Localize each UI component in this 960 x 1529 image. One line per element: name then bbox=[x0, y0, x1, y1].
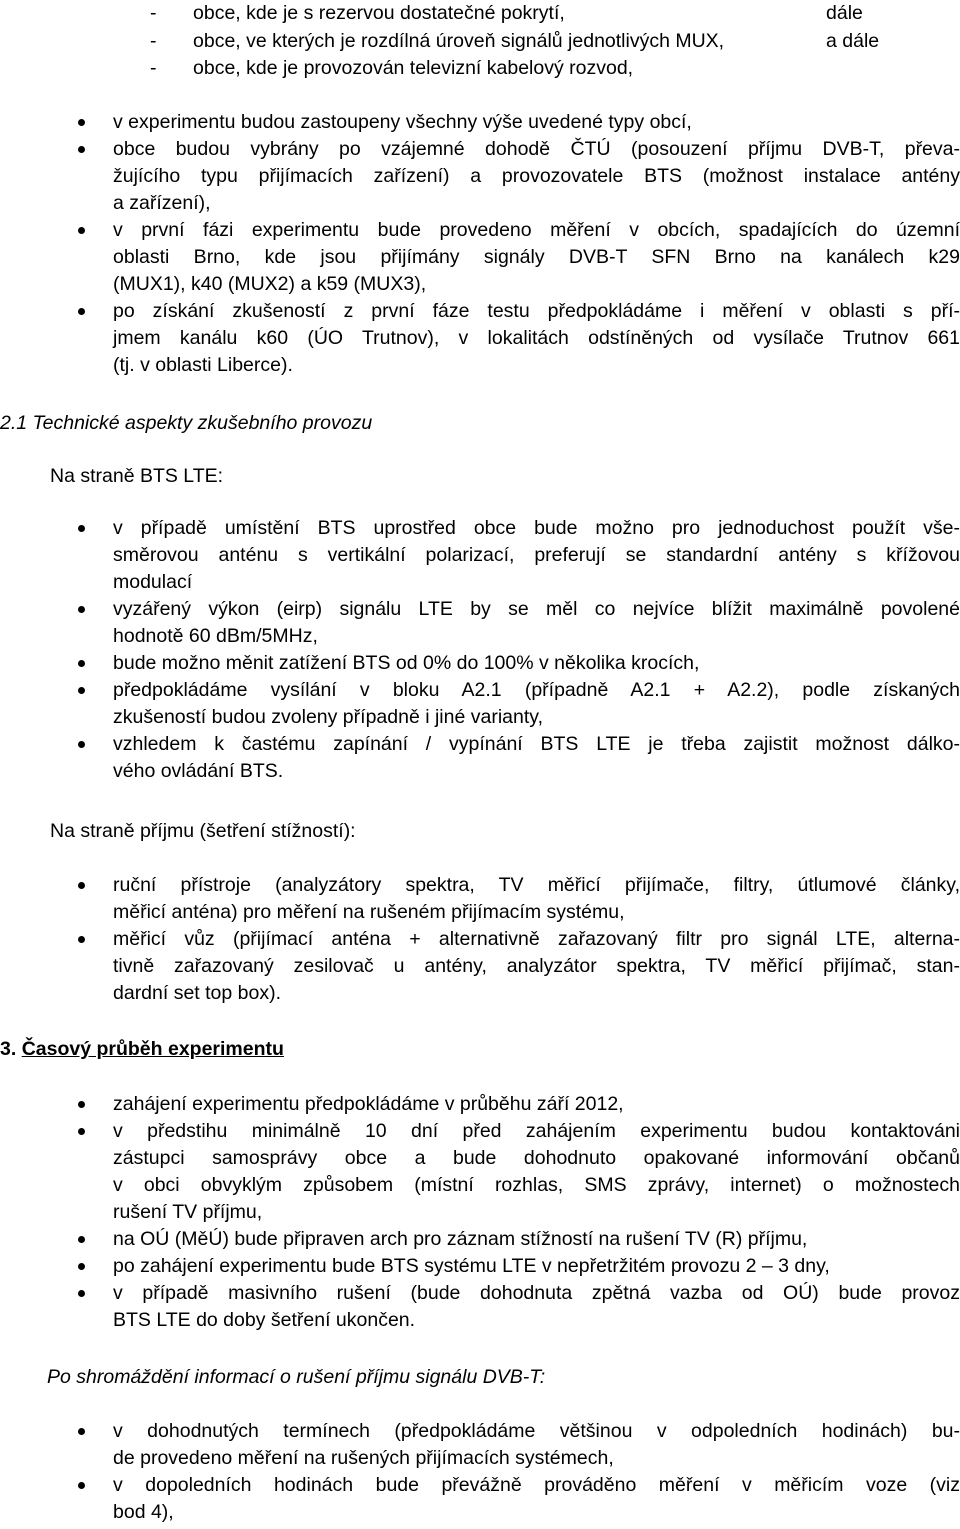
bullet-icon bbox=[78, 525, 85, 532]
list-item-line: zkušeností budou zvoleny případně i jiné varianty, bbox=[113, 706, 543, 728]
bts-side-label: Na straně BTS LTE: bbox=[50, 465, 224, 487]
list-item-line: v obci obvyklým způsobem (místní rozhlas, SMS zprávy, internet) o možnostech bbox=[113, 1174, 960, 1196]
bullet-icon bbox=[78, 1128, 85, 1135]
dash-marker: - bbox=[150, 2, 157, 24]
list-item bbox=[0, 515, 960, 596]
list-item-line: žujícího typu přijímacích zařízení) a provozovatele BTS (možnost instalace antény bbox=[113, 165, 960, 187]
list-item-line: (MUX1), k40 (MUX2) a k59 (MUX3), bbox=[113, 273, 427, 295]
list-item-line: na OÚ (MěÚ) bude připraven arch pro záznam stížností na rušení TV (R) příjmu, bbox=[113, 1228, 808, 1250]
bullet-icon bbox=[78, 936, 85, 943]
list-item bbox=[0, 1472, 960, 1526]
bullet-icon bbox=[78, 1290, 85, 1297]
bullet-icon bbox=[78, 1101, 85, 1108]
list-item-line: bod 4), bbox=[113, 1501, 174, 1523]
bts-side-list bbox=[0, 515, 960, 785]
list-item bbox=[0, 731, 960, 785]
list-item-line: rušení TV příjmu, bbox=[113, 1201, 263, 1223]
list-item bbox=[0, 1118, 960, 1226]
list-item-line: de provedeno měření na rušených přijímacích systémech, bbox=[113, 1447, 614, 1469]
experiment-scope-list bbox=[0, 109, 960, 379]
list-item bbox=[0, 217, 960, 298]
list-item bbox=[0, 1418, 960, 1472]
list-item bbox=[0, 596, 960, 650]
list-item-line: vyzářený výkon (eirp) signálu LTE by se měl co nejvíce blížit maximálně povolené bbox=[113, 598, 960, 620]
list-item-line: měřicí vůz (přijímací anténa + alternativně zařazovaný filtr pro signál LTE, alterna- bbox=[113, 928, 960, 950]
list-item-line: po získání zkušeností z první fáze testu předpokládáme i měření v oblasti s pří- bbox=[113, 300, 960, 322]
list-item-line: v případě umístění BTS uprostřed obce bude možno pro jednoduchost použít vše- bbox=[113, 517, 960, 539]
dash-item-text: obce, kde je provozován televizní kabelový rozvod, bbox=[193, 57, 634, 79]
list-item-line: ruční přístroje (analyzátory spektra, TV měřicí přijímače, filtry, útlumové články, bbox=[113, 874, 960, 896]
list-item-line: obce budou vybrány po vzájemné dohodě ČTÚ (posouzení příjmu DVB-T, převa- bbox=[113, 138, 960, 160]
list-item-line: vzhledem k častému zapínání / vypínání BTS LTE je třeba zajistit možnost dálko- bbox=[113, 733, 960, 755]
bullet-icon bbox=[78, 1428, 85, 1435]
bullet-icon bbox=[78, 1482, 85, 1489]
list-item-line: BTS LTE do doby šetření ukončen. bbox=[113, 1309, 416, 1331]
dash-item-tail: dále bbox=[826, 2, 863, 24]
list-item bbox=[0, 1253, 960, 1280]
dash-item bbox=[150, 55, 890, 83]
list-item bbox=[0, 136, 960, 217]
dash-item bbox=[150, 28, 890, 56]
list-item bbox=[0, 298, 960, 379]
bullet-icon bbox=[78, 1263, 85, 1270]
after-collection-list bbox=[0, 1418, 960, 1526]
list-item-line: v dohodnutých termínech (předpokládáme většinou v odpoledních hodinách) bu- bbox=[113, 1420, 960, 1442]
section-heading-3-number: 3. bbox=[0, 1038, 17, 1060]
list-item-line: oblasti Brno, kde jsou přijímány signály DVB-T SFN Brno na kanálech k29 bbox=[113, 246, 960, 268]
list-item bbox=[0, 677, 960, 731]
dash-marker: - bbox=[150, 57, 157, 79]
list-item bbox=[0, 1280, 960, 1334]
bullet-icon bbox=[78, 741, 85, 748]
list-item bbox=[0, 650, 960, 677]
bullet-icon bbox=[78, 660, 85, 667]
dash-item bbox=[150, 0, 890, 28]
receive-side-list bbox=[0, 872, 960, 1007]
list-item-line: zástupci samosprávy obce a bude dohodnuto opakované informování občanů bbox=[113, 1147, 960, 1169]
list-item-line: po zahájení experimentu bude BTS systému LTE v nepřetržitém provozu 2 – 3 dny, bbox=[113, 1255, 830, 1277]
list-item-line: předpokládáme vysílání v bloku A2.1 (případně A2.1 + A2.2), podle získaných bbox=[113, 679, 960, 701]
list-item bbox=[0, 109, 960, 136]
dash-marker: - bbox=[150, 29, 157, 52]
list-item-line: v případě masivního rušení (bude dohodnuta zpětná vazba od OÚ) bude provoz bbox=[113, 1282, 960, 1304]
list-item-line: vého ovládání BTS. bbox=[113, 760, 284, 782]
list-item bbox=[0, 872, 960, 926]
list-item bbox=[0, 1091, 960, 1118]
list-item-line: jmem kanálu k60 (ÚO Trutnov), v lokalitách odstíněných od vysílače Trutnov 661 bbox=[113, 327, 960, 349]
dash-list bbox=[150, 0, 890, 83]
timeline-list bbox=[0, 1091, 960, 1334]
list-item-line: v experimentu budou zastoupeny všechny výše uvedené typy obcí, bbox=[113, 111, 692, 133]
bullet-icon bbox=[78, 882, 85, 889]
list-item-line: (tj. v oblasti Liberce). bbox=[113, 354, 293, 376]
bullet-icon bbox=[78, 119, 85, 126]
after-collection-label: Po shromáždění informací o rušení příjmu signálu DVB-T: bbox=[47, 1366, 546, 1388]
list-item-line: v první fázi experimentu bude provedeno měření v obcích, spadajících do územní bbox=[113, 219, 960, 241]
list-item-line: dardní set top box). bbox=[113, 982, 282, 1004]
dash-item-text: obce, kde je s rezervou dostatečné pokrytí, bbox=[193, 2, 565, 24]
section-heading-2-1: 2.1 Technické aspekty zkušebního provozu bbox=[0, 412, 373, 434]
list-item-line: a zařízení), bbox=[113, 192, 211, 214]
bullet-icon bbox=[78, 1236, 85, 1243]
list-item-line: bude možno měnit zatížení BTS od 0% do 100% v několika krocích, bbox=[113, 652, 700, 674]
bullet-icon bbox=[78, 227, 85, 234]
list-item bbox=[0, 926, 960, 1007]
bullet-icon bbox=[78, 146, 85, 153]
section-heading-3 bbox=[0, 1036, 284, 1063]
list-item-line: v dopoledních hodinách bude převážně prováděno měření v měřicím voze (viz bbox=[113, 1474, 960, 1496]
dash-item-text: obce, ve kterých je rozdílná úroveň signálů jednotlivých MUX, bbox=[193, 29, 725, 52]
list-item-line: hodnotě 60 dBm/5MHz, bbox=[113, 625, 318, 647]
list-item-line: v předstihu minimálně 10 dní před zahájením experimentu budou kontaktováni bbox=[113, 1120, 960, 1142]
bullet-icon bbox=[78, 687, 85, 694]
list-item-line: modulací bbox=[113, 571, 193, 593]
list-item-line: směrovou anténu s vertikální polarizací, preferují se standardní antény s křížovou bbox=[113, 544, 960, 566]
dash-item-tail: a dále bbox=[826, 29, 880, 52]
section-heading-3-title: Časový průběh experimentu bbox=[21, 1038, 284, 1060]
list-item-line: měřicí anténa) pro měření na rušeném přijímacím systému, bbox=[113, 901, 625, 923]
list-item-line: tivně zařazovaný zesilovač u antény, analyzátor spektra, TV měřicí přijímač, stan- bbox=[113, 955, 960, 977]
bullet-icon bbox=[78, 606, 85, 613]
list-item-line: zahájení experimentu předpokládáme v průběhu září 2012, bbox=[113, 1093, 624, 1115]
receive-side-label: Na straně příjmu (šetření stížností): bbox=[50, 820, 356, 842]
bullet-icon bbox=[78, 308, 85, 315]
list-item bbox=[0, 1226, 960, 1253]
